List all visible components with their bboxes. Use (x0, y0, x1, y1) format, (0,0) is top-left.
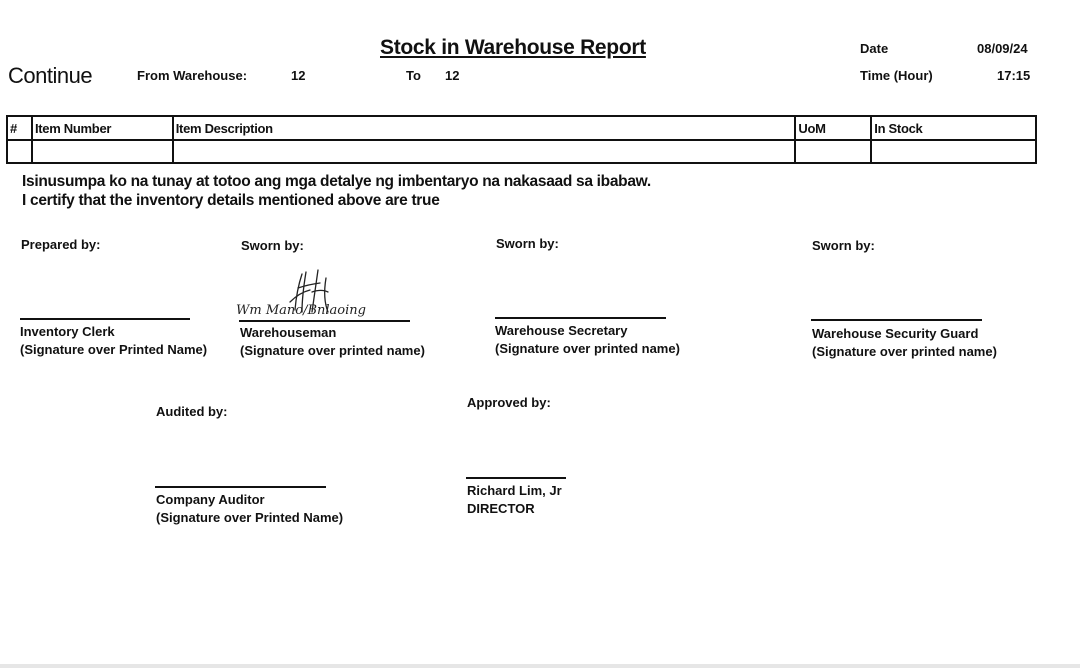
stock-table (6, 115, 1037, 164)
audited-by-label: Audited by: (156, 404, 228, 419)
sworn3-note: (Signature over printed name) (812, 344, 997, 359)
column-header-item-description: Item Description (173, 116, 796, 140)
audited-role: Company Auditor (156, 492, 265, 507)
table-row (7, 140, 1036, 163)
certification-tagalog: Isinusumpa ko na tunay at totoo ang mga detalye ng imbentaryo na nakasaad sa ibabaw. (22, 173, 651, 190)
column-header-in-stock: In Stock (871, 116, 1036, 140)
to-warehouse-label: To (406, 68, 421, 83)
sworn2-role: Warehouse Secretary (495, 323, 628, 338)
approver-name: Richard Lim, Jr (467, 483, 562, 498)
sworn1-note: (Signature over printed name) (240, 343, 425, 358)
sworn1-role: Warehouseman (240, 325, 337, 340)
sworn2-note: (Signature over printed name) (495, 341, 680, 356)
table-cell (32, 140, 173, 163)
sworn3-signature-line (811, 319, 982, 321)
table-cell (871, 140, 1036, 163)
handwritten-signature (232, 268, 372, 324)
time-value: 17:15 (997, 68, 1031, 83)
prepared-signature-line (20, 318, 190, 320)
approver-title: DIRECTOR (467, 501, 535, 516)
page-bottom-edge (0, 664, 1080, 668)
column-header-number: # (7, 116, 32, 140)
from-warehouse-label: From Warehouse: (137, 68, 248, 83)
sworn-by-label-3: Sworn by: (812, 238, 875, 253)
from-warehouse-value: 12 (291, 68, 306, 83)
table-cell (7, 140, 32, 163)
sworn2-signature-line (495, 317, 666, 319)
date-value: 08/09/24 (977, 41, 1028, 56)
handwritten-signature-text: Wm Mano/Bnlaoing (236, 303, 366, 318)
prepared-note: (Signature over Printed Name) (20, 342, 208, 357)
report-title: Stock in Warehouse Report (380, 36, 646, 59)
audited-signature-line (155, 486, 326, 488)
table-cell (795, 140, 871, 163)
table-cell (173, 140, 796, 163)
prepared-role: Inventory Clerk (20, 324, 115, 339)
column-header-uom: UoM (795, 116, 871, 140)
column-header-item-number: Item Number (32, 116, 173, 140)
sworn-by-label-1: Sworn by: (241, 238, 304, 253)
certification-english: I certify that the inventory details mentioned above are true (22, 192, 440, 209)
continue-label: Continue (8, 63, 93, 88)
table-header-row (7, 116, 1036, 140)
approved-by-label: Approved by: (467, 395, 551, 410)
date-label: Date (860, 41, 889, 56)
sworn-by-label-2: Sworn by: (496, 236, 559, 251)
sworn3-role: Warehouse Security Guard (812, 326, 979, 341)
prepared-by-label: Prepared by: (21, 237, 101, 252)
to-warehouse-value: 12 (445, 68, 460, 83)
audited-note: (Signature over Printed Name) (156, 510, 344, 525)
approved-signature-line (466, 477, 566, 479)
sworn1-signature-line (239, 320, 410, 322)
time-label: Time (Hour) (860, 68, 933, 83)
